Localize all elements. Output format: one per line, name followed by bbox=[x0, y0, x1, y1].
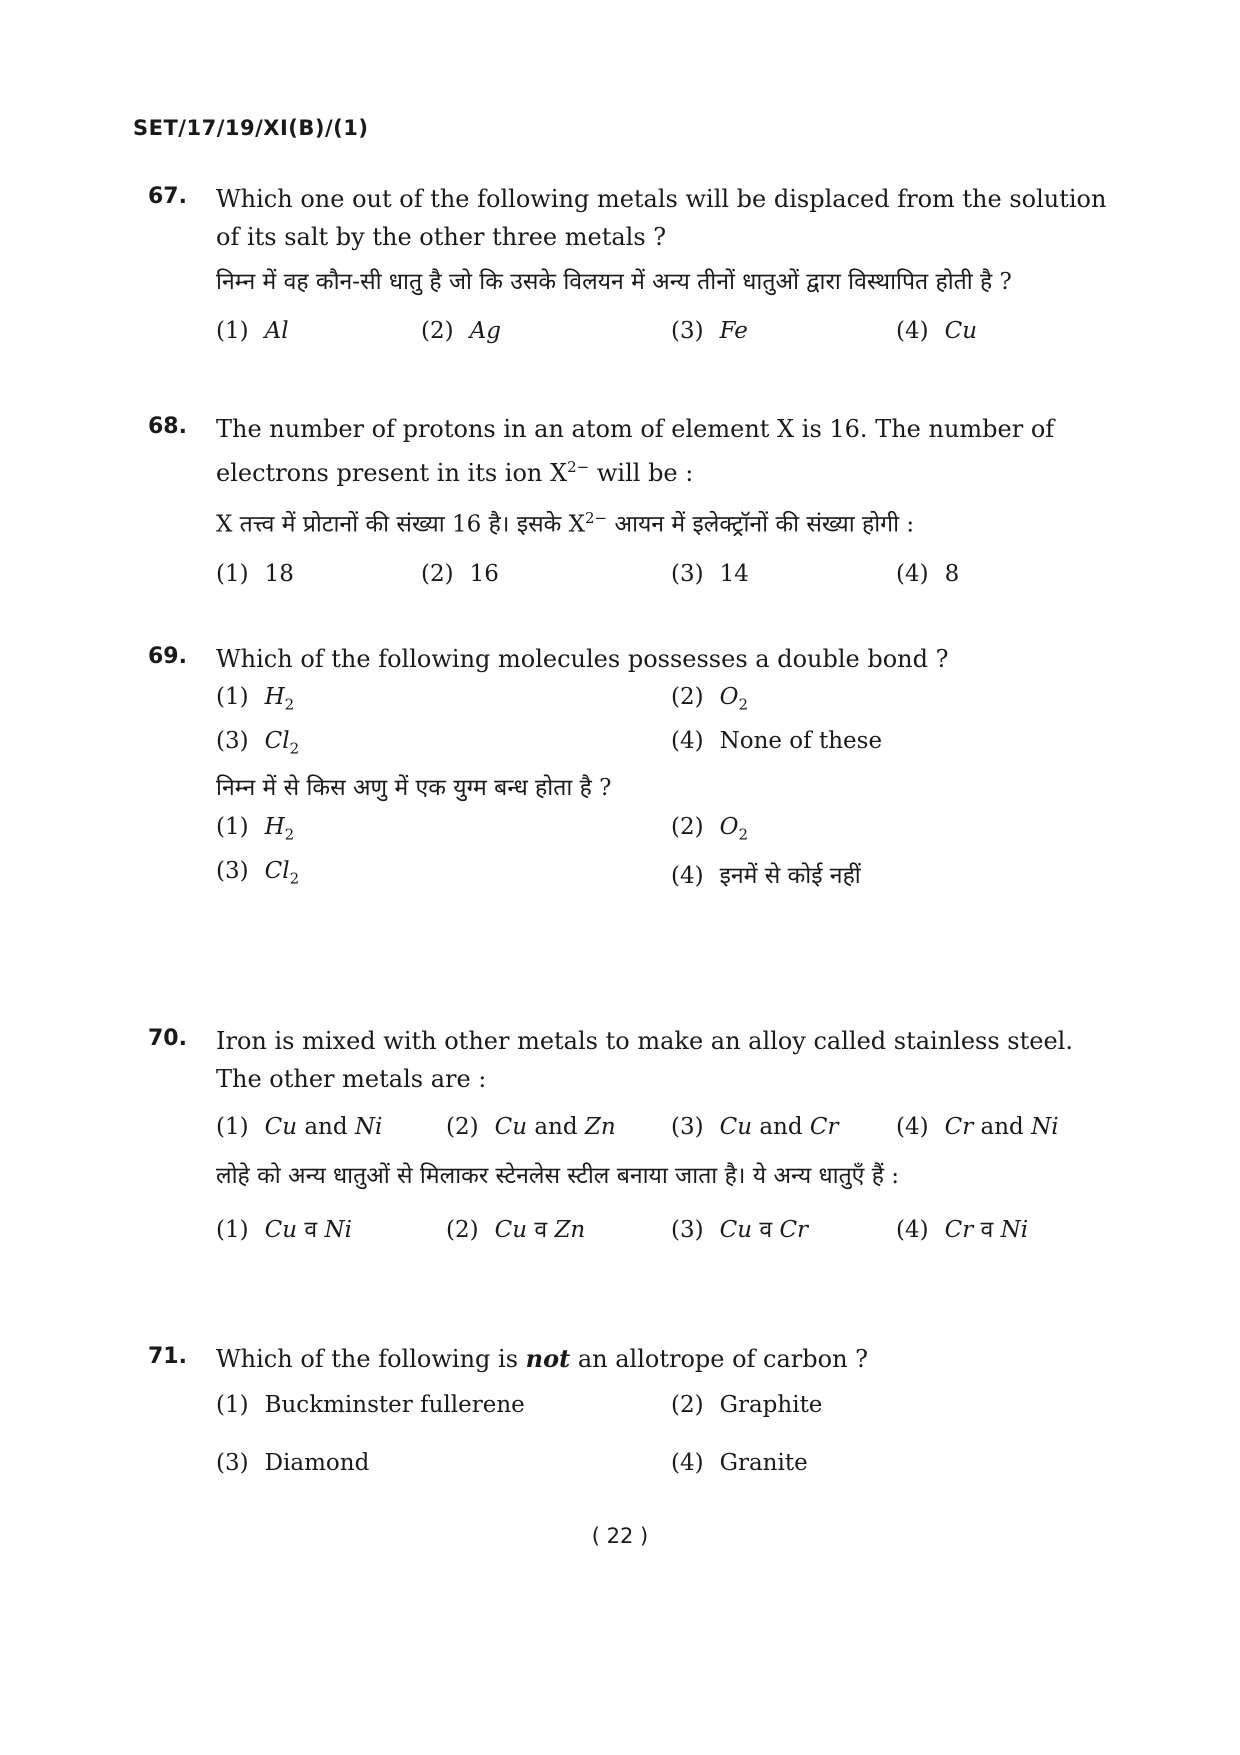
option-3: (3) Cu व Cr bbox=[671, 1217, 809, 1243]
option-1: (1) Cu and Ni bbox=[216, 1114, 383, 1140]
question-number: 70. bbox=[148, 1026, 187, 1051]
option-3: (3) $Cl_2$ bbox=[216, 858, 300, 888]
option-1: (1) Al bbox=[216, 318, 289, 344]
options-row bbox=[216, 1204, 1118, 1248]
option-2: (2) Graphite bbox=[671, 1392, 823, 1418]
option-1: (1) Buckminster fullerene bbox=[216, 1392, 525, 1418]
option-4: (4) Cu bbox=[896, 318, 978, 344]
option-2: (2) 16 bbox=[421, 560, 499, 587]
question-text-hi: निम्न में वह कौन-सी धातु है जो कि उसके विलयन में अन्य तीनों धातुओं द्वारा विस्थापित होती है ? bbox=[216, 269, 1012, 295]
options-row bbox=[216, 1386, 1118, 1444]
option-2: (2) Cu व Zn bbox=[446, 1217, 586, 1243]
option-4: (4) इनमें से कोई नहीं bbox=[671, 863, 861, 889]
option-4: (4) Cr व Ni bbox=[896, 1217, 1029, 1243]
options-row bbox=[216, 553, 1118, 597]
question-text-en: Which of the following is not an allotrope of carbon ? bbox=[216, 1344, 869, 1373]
options-row bbox=[216, 722, 1118, 766]
options-row bbox=[216, 310, 1118, 354]
page-number: ( 22 ) bbox=[591, 1524, 649, 1548]
question-number: 68. bbox=[148, 414, 187, 439]
question-number: 69. bbox=[148, 644, 187, 669]
question-text-hi: लोहे को अन्य धातुओं से मिलाकर स्टेनलेस स्टील बनाया जाता है। ये अन्य धातुएँ हैं : bbox=[216, 1163, 899, 1189]
question-71 bbox=[148, 1340, 1118, 1502]
question-number: 67. bbox=[148, 184, 187, 209]
option-3: (3) 14 bbox=[671, 560, 749, 587]
option-2: (2) $O_2$ bbox=[671, 814, 748, 844]
question-text-en: Which of the following molecules possesses a double bond ? bbox=[216, 645, 949, 673]
option-3: (3) Fe bbox=[671, 318, 748, 344]
question-number: 71. bbox=[148, 1344, 187, 1369]
question-68 bbox=[148, 410, 1118, 597]
option-1: (1) $H_2$ bbox=[216, 814, 295, 844]
option-1: (1) 18 bbox=[216, 560, 294, 587]
question-text-hi: X तत्त्व में प्रोटानों की संख्या 16 है। इसके $X^{2-}$ आयन में इलेक्ट्रॉनों की संख्या होगी : bbox=[216, 509, 915, 538]
options-row bbox=[216, 1106, 1118, 1150]
question-text-hi: निम्न में से किस अणु में एक युग्म बन्ध होता है ? bbox=[216, 775, 612, 801]
option-4: (4) Cr and Ni bbox=[896, 1114, 1059, 1140]
options-row bbox=[216, 678, 1118, 722]
question-text-en: Iron is mixed with other metals to make an alloy called stainless steel. The other metals are : bbox=[216, 1027, 1073, 1093]
option-2: (2) Ag bbox=[421, 318, 501, 344]
options-row bbox=[216, 852, 1118, 896]
option-3: (3) $Cl_2$ bbox=[216, 728, 300, 758]
option-1: (1) Cu व Ni bbox=[216, 1217, 352, 1243]
question-text-en: The number of protons in an atom of element X is 16. The number of electrons present in its ion $X^{2-}$ will be : bbox=[216, 415, 1055, 487]
option-3: (3) Cu and Cr bbox=[671, 1114, 839, 1140]
option-3: (3) Diamond bbox=[216, 1450, 370, 1476]
option-2: (2) $O_2$ bbox=[671, 684, 748, 714]
question-67 bbox=[148, 180, 1118, 354]
options-row bbox=[216, 1444, 1118, 1502]
options-row bbox=[216, 808, 1118, 852]
option-4: (4) None of these bbox=[671, 728, 883, 754]
question-text-en: Which one out of the following metals will be displaced from the solution of its salt by the other three metals ? bbox=[216, 185, 1107, 251]
option-4: (4) 8 bbox=[896, 560, 960, 587]
paper-code: SET/17/19/XI(B)/(1) bbox=[133, 116, 369, 140]
option-1: (1) $H_2$ bbox=[216, 684, 295, 714]
question-70 bbox=[148, 1022, 1118, 1248]
option-2: (2) Cu and Zn bbox=[446, 1114, 616, 1140]
question-69 bbox=[148, 640, 1118, 896]
option-4: (4) Granite bbox=[671, 1450, 808, 1476]
